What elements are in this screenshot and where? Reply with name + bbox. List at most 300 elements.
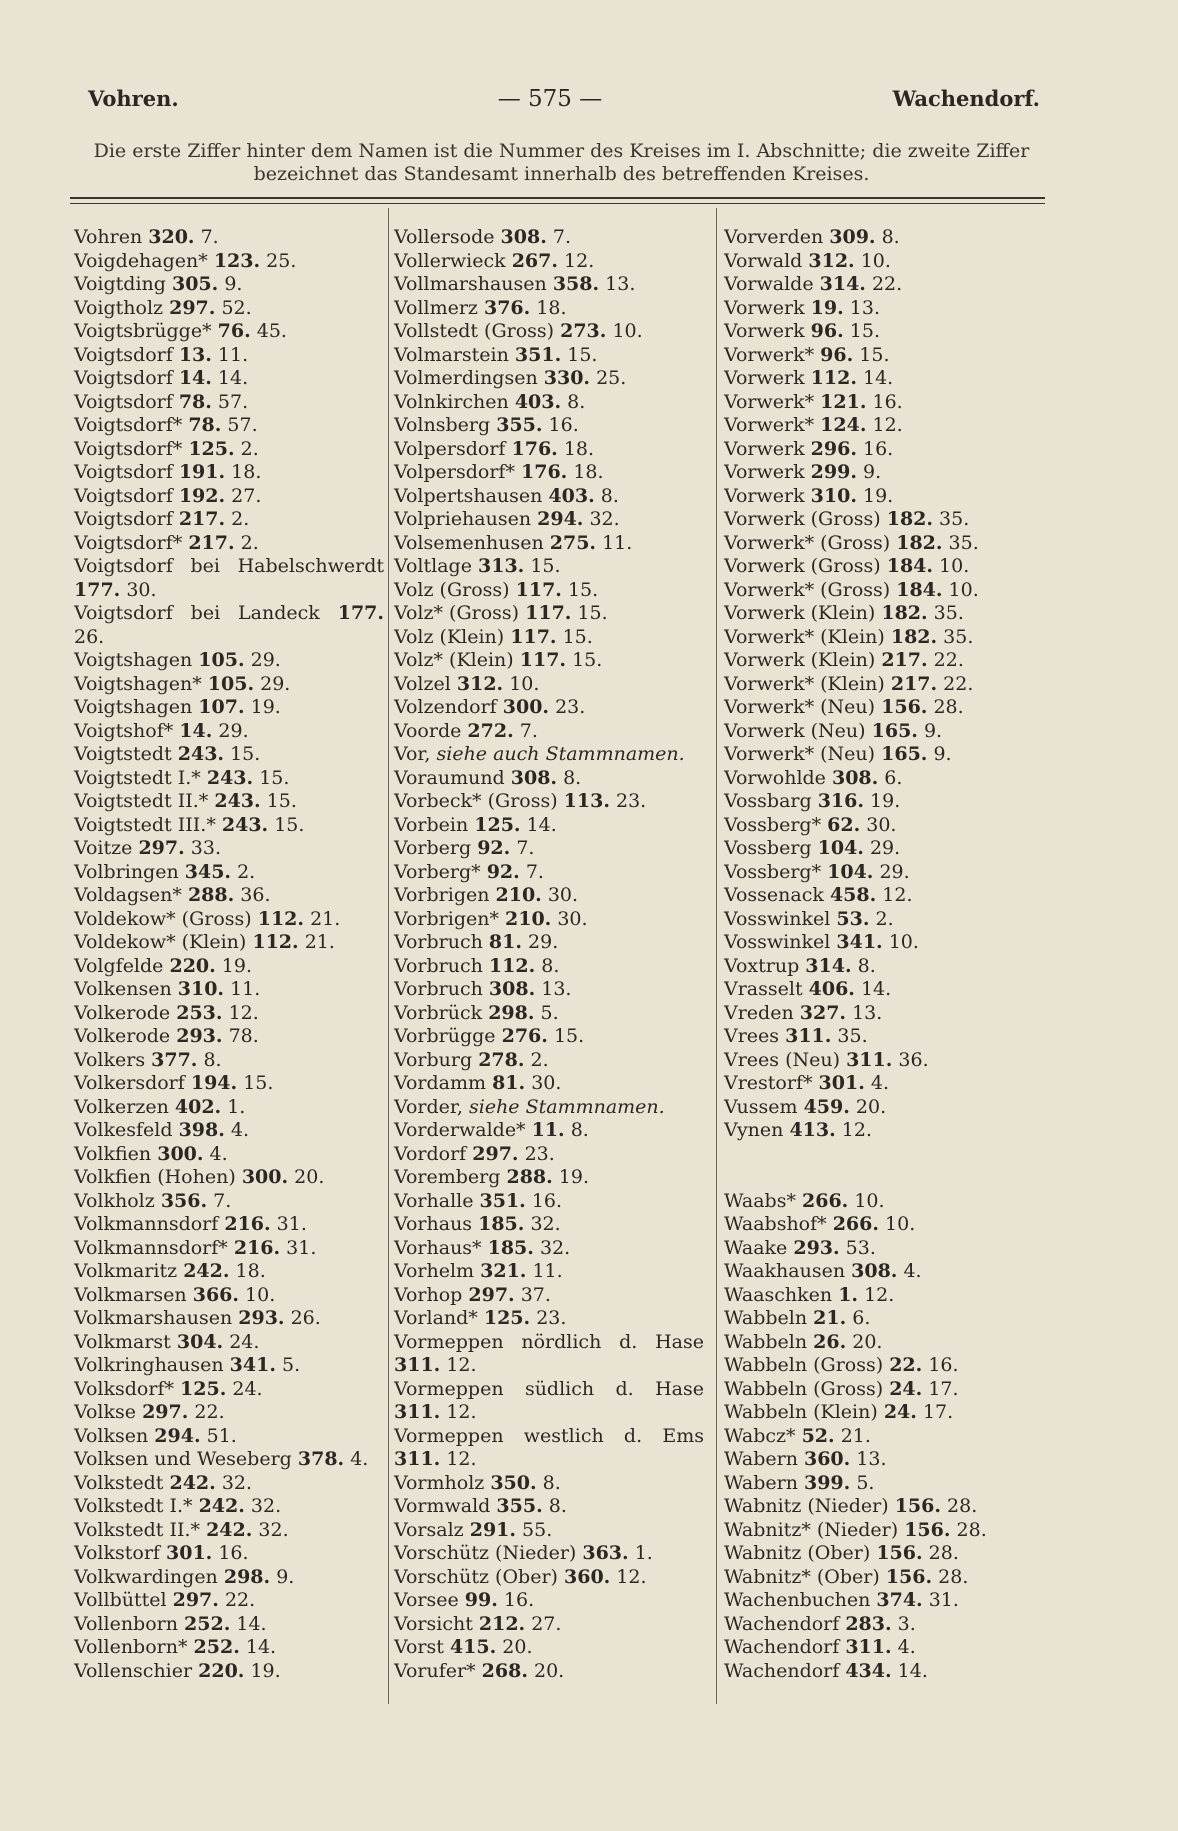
district-number: 121. (820, 390, 867, 413)
register-entry (74, 814, 384, 838)
district-number: 321. (480, 1260, 527, 1282)
registry-office-number: 12. (446, 1448, 477, 1470)
registry-office-number: 15. (230, 743, 261, 765)
register-entry (394, 1495, 704, 1519)
registry-office-number: 12. (882, 884, 913, 906)
district-number: 76. (217, 320, 251, 342)
place-name: Vorwerk (724, 320, 805, 342)
registry-office-number: 8. (203, 1048, 222, 1071)
register-entry (394, 1072, 704, 1096)
registry-office-number: 16. (503, 1589, 535, 1611)
column-divider (388, 208, 389, 1704)
district-number: 11. (531, 1119, 565, 1141)
register-column-1 (74, 226, 384, 1683)
district-number: 210. (505, 907, 552, 930)
register-entry (394, 931, 704, 955)
place-name: Vorwerk* (724, 343, 815, 366)
register-entry (724, 461, 1054, 485)
place-name: Vollenborn (74, 1612, 178, 1635)
register-entry (394, 438, 704, 462)
register-entry (394, 1331, 704, 1378)
district-number: 184. (896, 578, 943, 601)
register-entry (394, 884, 704, 908)
district-number: 293. (176, 1025, 223, 1047)
register-entry (74, 649, 384, 673)
place-name: Wabbeln (Klein) (724, 1401, 878, 1423)
district-number: 117. (525, 602, 572, 624)
registry-office-number: 13. (849, 296, 880, 319)
district-number: 185. (487, 1236, 534, 1259)
place-name: Wabbeln (724, 1307, 808, 1329)
registry-office-number: 14. (897, 1659, 928, 1682)
registry-office-number: 28. (933, 696, 964, 718)
register-entry (394, 1589, 704, 1613)
register-entry (724, 485, 1054, 509)
district-number: 252. (193, 1636, 240, 1658)
register-entry (724, 1119, 1054, 1143)
register-entry (724, 438, 1054, 462)
place-name: Voigtstedt II.* (74, 790, 209, 812)
registry-office-number: 11. (217, 343, 249, 366)
place-name: Voigtding (74, 273, 166, 295)
place-name: Volkensen (74, 978, 172, 1000)
registry-office-number: 7. (200, 226, 219, 248)
place-name: Wabern (724, 1448, 798, 1470)
place-name: Vorsee (394, 1589, 459, 1611)
header-rule-thin (70, 203, 1045, 204)
register-entry (724, 226, 1054, 250)
register-entry (394, 461, 704, 485)
district-number: 299. (810, 461, 857, 483)
district-number: 242. (206, 1518, 253, 1541)
registry-office-number: 2. (231, 508, 250, 530)
running-header-last-entry: Wachendorf. (892, 86, 1040, 111)
explanatory-note: Die erste Ziffer hinter dem Namen ist die Nummer des Kreises im I. Abschnitte; die zweite Ziffer bezeichnet das Standesamt innerhalb des betreffenden Kreises. (93, 140, 1030, 185)
district-number: 406. (808, 978, 855, 1000)
place-name: Voldekow* (Klein) (74, 931, 247, 953)
register-entry (724, 1660, 1054, 1684)
place-name: Vrestorf* (724, 1072, 813, 1094)
registry-office-number: 5. (281, 1354, 301, 1376)
registry-office-number: 9. (224, 273, 243, 295)
district-number: 345. (184, 860, 232, 883)
register-entry (394, 1660, 704, 1684)
register-entry (74, 1401, 384, 1425)
registry-office-number: 13. (541, 978, 572, 1000)
registry-office-number: 10. (860, 249, 891, 272)
district-number: 297. (142, 1401, 189, 1423)
register-entry (74, 532, 384, 556)
register-entry (394, 861, 704, 885)
place-name: Wachendorf (724, 1636, 840, 1658)
register-entry (74, 1307, 384, 1331)
registry-office-number: 7. (213, 1189, 232, 1212)
register-entry (74, 297, 384, 321)
register-entry (74, 1143, 384, 1167)
register-entry (724, 1472, 1054, 1496)
register-entry (74, 555, 384, 602)
registry-office-number: 29. (869, 837, 901, 859)
register-entry (74, 1260, 384, 1284)
register-column-2 (394, 226, 704, 1683)
register-entry (724, 344, 1054, 368)
place-name: Vorwerk (724, 367, 805, 389)
place-name: Volkesfeld (74, 1119, 173, 1141)
district-number: 217. (881, 649, 928, 671)
district-number: 374. (876, 1589, 923, 1611)
place-name: Voigtsdorf (74, 367, 173, 389)
district-number: 176. (521, 461, 568, 483)
register-entry (394, 273, 704, 297)
register-entry (74, 1448, 384, 1472)
district-number: 24. (889, 1377, 923, 1400)
district-number: 78. (178, 390, 212, 413)
district-number: 212. (478, 1612, 526, 1635)
registry-office-number: 20. (502, 1636, 533, 1658)
place-name: Vormeppen nördlich d. Hase (394, 1330, 704, 1353)
place-name: Voigtsdorf (74, 508, 173, 530)
registry-office-number: 32. (221, 1471, 253, 1494)
registry-office-number: 8. (600, 484, 619, 507)
district-number: 117. (515, 578, 562, 601)
registry-office-number: 29. (879, 860, 910, 883)
registry-office-number: 2. (530, 1048, 549, 1071)
registry-office-number: 57. (227, 414, 258, 436)
place-name: Vossbarg (724, 790, 812, 812)
register-entry (724, 673, 1054, 697)
registry-office-number: 30. (531, 1072, 562, 1094)
district-number: 267. (511, 249, 558, 272)
registry-office-number: 16. (872, 390, 903, 413)
place-name: Vorhelm (394, 1260, 475, 1282)
register-entry (74, 908, 384, 932)
registry-office-number: 16. (862, 437, 894, 460)
place-name: Voldekow* (Gross) (74, 907, 252, 930)
registry-office-number: 21. (310, 907, 341, 930)
registry-office-number: 11. (230, 978, 261, 1000)
place-name: Voigtsdorf* (74, 437, 183, 460)
register-entry (74, 861, 384, 885)
district-number: 96. (820, 343, 854, 366)
place-name: Vorschütz (Ober) (394, 1565, 558, 1588)
register-entry (74, 1425, 384, 1449)
register-entry (74, 367, 384, 391)
place-name: Wabern (724, 1471, 798, 1494)
district-number: 177. (74, 578, 121, 601)
register-entry (394, 508, 704, 532)
registry-office-number: 32. (539, 1236, 571, 1259)
registry-office-number: 13. (605, 273, 636, 295)
district-number: 156. (904, 1518, 951, 1541)
register-entry (724, 837, 1054, 861)
register-entry (394, 555, 704, 579)
register-entry (394, 226, 704, 250)
registry-office-number: 8. (881, 226, 900, 248)
district-number: 272. (467, 719, 514, 742)
place-name: Voigtsdorf bei Landeck (74, 602, 320, 624)
register-entry (74, 1096, 384, 1120)
place-name: Volnsberg (394, 414, 491, 436)
place-name: Waakhausen (724, 1260, 846, 1282)
place-name: Voigtsdorf (74, 343, 173, 366)
registry-office-number: 20. (852, 1330, 883, 1353)
district-number: 216. (224, 1213, 271, 1235)
register-entry (74, 438, 384, 462)
place-name: Volksen und Weseberg (74, 1448, 292, 1470)
district-number: 308. (488, 978, 536, 1000)
registry-office-number: 15. (553, 1025, 585, 1047)
registry-office-number: 32. (250, 1495, 282, 1517)
place-name: Volkstedt I.* (74, 1495, 193, 1517)
district-number: 165. (871, 719, 918, 742)
register-entry (724, 955, 1054, 979)
register-entry (394, 367, 704, 391)
district-number: 273. (560, 320, 607, 342)
register-entry (724, 908, 1054, 932)
register-entry (724, 1566, 1054, 1590)
district-number: 14. (179, 719, 213, 742)
district-number: 434. (845, 1659, 892, 1682)
district-number: 351. (514, 343, 562, 366)
registry-office-number: 12. (872, 414, 903, 436)
district-number: 312. (808, 249, 855, 272)
registry-office-number: 16. (218, 1542, 249, 1564)
district-number: 210. (495, 884, 542, 906)
registry-office-number: 28. (947, 1495, 978, 1517)
register-entry (74, 1025, 384, 1049)
registry-office-number: 12. (564, 249, 595, 272)
district-number: 312. (456, 672, 504, 695)
register-entry (394, 602, 704, 626)
registry-office-number: 25. (266, 249, 297, 272)
register-entry (74, 1166, 384, 1190)
registry-office-number: 22. (933, 649, 964, 671)
place-name: Volzendorf (394, 696, 497, 718)
place-name: Volkerode (74, 1001, 171, 1024)
district-number: 81. (488, 931, 522, 953)
place-name: Vorst (394, 1636, 444, 1658)
place-name: Wabbeln (Gross) (724, 1377, 884, 1400)
registry-office-number: 13. (852, 1001, 883, 1024)
district-number: 124. (820, 414, 867, 436)
district-number: 112. (488, 954, 536, 977)
registry-office-number: 29. (218, 719, 249, 742)
registry-office-number: 4. (230, 1119, 250, 1141)
registry-office-number: 33. (190, 837, 221, 859)
register-entry (724, 391, 1054, 415)
district-number: 314. (819, 273, 866, 295)
district-number: 156. (876, 1542, 923, 1564)
registry-office-number: 36. (898, 1048, 929, 1071)
district-number: 308. (851, 1260, 898, 1282)
place-name: Vorverden (724, 226, 824, 248)
district-number: 165. (881, 743, 928, 765)
district-number: 112. (257, 907, 305, 930)
registry-office-number: 10. (612, 320, 643, 342)
place-name: Wabnitz (Ober) (724, 1542, 871, 1564)
registry-office-number: 30. (547, 884, 579, 906)
district-number: 376. (483, 296, 531, 319)
place-name: Vorder, (394, 1095, 463, 1118)
registry-office-number: 26. (290, 1307, 321, 1329)
register-entry (74, 720, 384, 744)
district-number: 156. (885, 1565, 933, 1588)
district-number: 310. (810, 484, 857, 507)
registry-office-number: 31. (928, 1589, 959, 1611)
registry-office-number: 20. (855, 1095, 887, 1118)
registry-office-number: 29. (260, 672, 291, 695)
place-name: Voigtshof* (74, 719, 174, 742)
place-name: Vor, (394, 743, 431, 765)
place-name: Waabshof* (724, 1213, 827, 1235)
district-number: 24. (883, 1401, 917, 1423)
register-entry (74, 391, 384, 415)
register-entry (394, 1166, 704, 1190)
register-entry (394, 767, 704, 791)
place-name: Waaschken (724, 1283, 833, 1306)
district-number: 242. (198, 1495, 245, 1517)
register-entry (394, 297, 704, 321)
register-entry (724, 297, 1054, 321)
registry-office-number: 14. (526, 813, 557, 836)
place-name: Volzel (394, 672, 451, 695)
register-entry (74, 884, 384, 908)
place-name: Vordorf (394, 1142, 467, 1165)
header-rule (70, 197, 1045, 199)
district-number: 217. (188, 531, 235, 554)
place-name: Wabnitz (Nieder) (724, 1495, 889, 1517)
place-name: Vosswinkel (724, 931, 831, 953)
place-name: Vorwerk (Neu) (724, 719, 866, 742)
place-name: Vollersode (394, 226, 495, 248)
registry-office-number: 31. (286, 1236, 317, 1259)
district-number: 316. (817, 790, 864, 812)
place-name: Volkringhausen (74, 1354, 224, 1376)
place-name: Voorde (394, 719, 462, 742)
district-number: 243. (206, 766, 254, 789)
registry-office-number: 26. (74, 625, 105, 648)
registry-office-number: 20. (294, 1166, 325, 1188)
registry-office-number: 13. (856, 1448, 887, 1470)
place-name: Vorwerk (724, 484, 805, 507)
registry-office-number: 10. (854, 1189, 885, 1212)
register-entry (724, 743, 1054, 767)
district-number: 1. (838, 1283, 859, 1306)
register-entry (724, 1448, 1054, 1472)
register-entry (74, 955, 384, 979)
place-name: Volkstedt (74, 1471, 164, 1494)
district-number: 220. (198, 1659, 245, 1682)
district-number: 300. (157, 1142, 204, 1165)
place-name: Volksen (74, 1424, 149, 1447)
district-number: 242. (183, 1260, 230, 1282)
register-entry (74, 1331, 384, 1355)
registry-office-number: 8. (548, 1495, 567, 1517)
place-name: Vrees (Neu) (724, 1048, 841, 1071)
register-entry (394, 414, 704, 438)
district-number: 360. (803, 1448, 851, 1470)
district-number: 459. (803, 1095, 850, 1118)
district-number: 125. (180, 1377, 227, 1400)
district-number: 182. (886, 508, 933, 530)
register-entry (394, 743, 704, 767)
district-number: 311. (845, 1636, 892, 1658)
place-name: Volkwardingen (74, 1565, 218, 1588)
place-name: Vossberg* (724, 860, 822, 883)
register-entry (74, 673, 384, 697)
registry-office-number: 7. (516, 837, 535, 859)
registry-office-number: 29. (528, 931, 559, 953)
registry-office-number: 21. (840, 1424, 871, 1447)
district-number: 358. (552, 273, 600, 295)
letter-section-gap (724, 1143, 1054, 1190)
district-number: 288. (187, 884, 235, 906)
place-name: Voigtsdorf bei Habelschwerdt (74, 555, 384, 577)
register-entry (394, 1237, 704, 1261)
place-name: Vorwerk (Gross) (724, 508, 881, 530)
register-entry (394, 1143, 704, 1167)
registry-office-number: 19. (862, 484, 894, 507)
registry-office-number: 12. (446, 1354, 477, 1376)
place-name: Voigtsbrügge* (74, 320, 212, 342)
place-name: Volkmarsen (74, 1283, 187, 1306)
registry-office-number: 14. (236, 1612, 267, 1635)
district-number: 156. (881, 696, 928, 718)
place-name: Volksdorf* (74, 1377, 174, 1400)
place-name: Wabbeln (724, 1330, 808, 1353)
register-entry (74, 1119, 384, 1143)
registry-office-number: 37. (520, 1283, 551, 1306)
register-entry (74, 1542, 384, 1566)
register-entry (394, 673, 704, 697)
registry-office-number: 23. (555, 696, 586, 718)
district-number: 356. (160, 1189, 208, 1212)
register-entry (394, 626, 704, 650)
place-name: Vorwerk* (Klein) (724, 672, 885, 695)
register-entry (724, 1049, 1054, 1073)
district-number: 92. (486, 860, 520, 883)
district-number: 311. (846, 1048, 893, 1071)
register-entry (724, 1284, 1054, 1308)
register-entry (74, 1072, 384, 1096)
place-name: Vorwerk* (724, 414, 815, 436)
registry-office-number: 19. (558, 1166, 590, 1188)
district-number: 276. (501, 1025, 548, 1047)
district-number: 305. (171, 273, 219, 295)
register-entry (724, 250, 1054, 274)
registry-office-number: 15. (567, 578, 599, 601)
registry-office-number: 23. (524, 1142, 555, 1165)
registry-office-number: 30. (126, 578, 157, 601)
registry-office-number: 32. (258, 1518, 289, 1541)
register-entry (74, 1190, 384, 1214)
registry-office-number: 18. (536, 296, 567, 319)
registry-office-number: 10. (885, 1213, 916, 1235)
registry-office-number: 14. (862, 367, 894, 389)
place-name: Vorberg (394, 837, 472, 859)
register-entry (394, 978, 704, 1002)
register-entry (724, 1519, 1054, 1543)
place-name: Vorwerk (Gross) (724, 555, 881, 577)
district-number: 125. (474, 813, 521, 836)
place-name: Voigtsdorf (74, 461, 173, 483)
register-entry (394, 532, 704, 556)
register-entry (74, 931, 384, 955)
place-name: Volpertshausen (394, 484, 543, 507)
district-number: 314. (805, 954, 852, 977)
registry-office-number: 29. (250, 649, 281, 671)
district-number: 104. (817, 837, 864, 859)
